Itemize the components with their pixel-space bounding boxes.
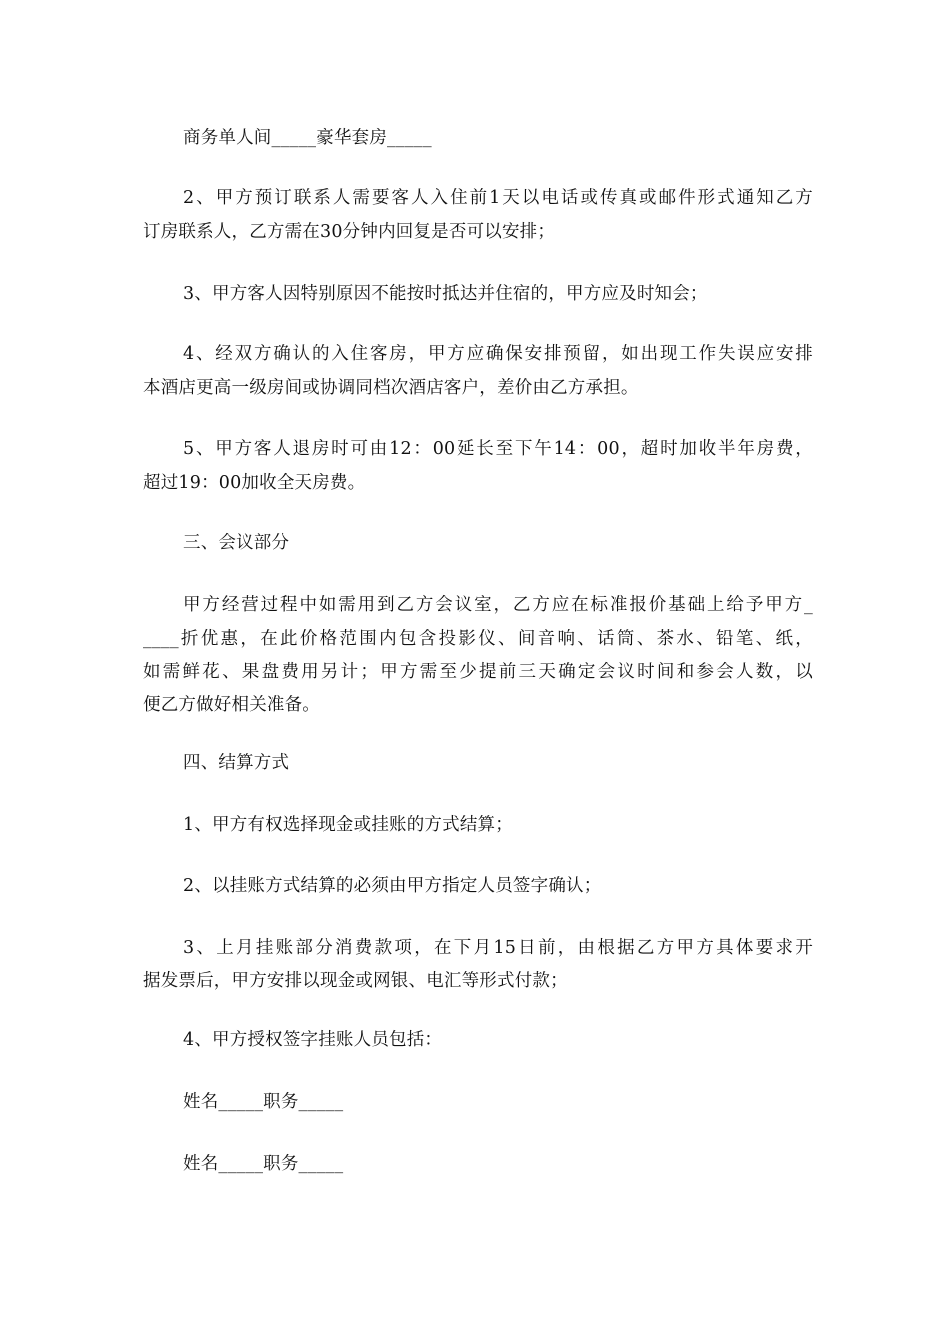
section-heading-settlement: 四、结算方式 (183, 753, 290, 773)
section-heading-meeting: 三、会议部分 (183, 533, 290, 553)
clause-2-line-2: 订房联系人，乙方需在30分钟内回复是否可以安排； (143, 222, 556, 242)
clause-4-line-2: 本酒店更高一级房间或协调同档次酒店客户，差价由乙方承担。 (143, 378, 639, 398)
meeting-para-line-1: 甲方经营过程中如需用到乙方会议室，乙方应在标准报价基础上给予甲方_ (183, 595, 813, 615)
clause-5-line-1: 5、甲方客人退房时可由12：00延长至下午14：00，超时加收半年房费， (183, 439, 813, 459)
settlement-item-1: 1、甲方有权选择现金或挂账的方式结算； (183, 815, 513, 835)
meeting-para-line-3: 如需鲜花、果盘费用另计；甲方需至少提前三天确定会议时间和参会人数，以 (143, 662, 813, 682)
signatory-line-1: 姓名_____职务_____ (183, 1092, 344, 1112)
clause-2-line-1: 2、甲方预订联系人需要客人入住前1天以电话或传真或邮件形式通知乙方 (183, 188, 813, 208)
clause-5-line-2: 超过19：00加收全天房费。 (143, 473, 366, 493)
settlement-item-2: 2、以挂账方式结算的必须由甲方指定人员签字确认； (183, 876, 602, 896)
clause-4-line-1: 4、经双方确认的入住客房，甲方应确保安排预留，如出现工作失误应安排 (183, 344, 813, 364)
settlement-item-4: 4、甲方授权签字挂账人员包括： (183, 1030, 443, 1050)
meeting-para-line-2: ____折优惠，在此价格范围内包含投影仪、间音响、话筒、茶水、铅笔、纸， (143, 629, 813, 649)
room-type-line: 商务单人间_____豪华套房_____ (183, 128, 432, 148)
settlement-item-3-line-2: 据发票后，甲方安排以现金或网银、电汇等形式付款； (143, 971, 568, 991)
settlement-item-3-line-1: 3、上月挂账部分消费款项，在下月15日前，由根据乙方甲方具体要求开 (183, 938, 813, 958)
signatory-line-2: 姓名_____职务_____ (183, 1154, 344, 1174)
clause-3-line: 3、甲方客人因特别原因不能按时抵达并住宿的，甲方应及时知会； (183, 284, 708, 304)
meeting-para-line-4: 便乙方做好相关准备。 (143, 695, 320, 715)
